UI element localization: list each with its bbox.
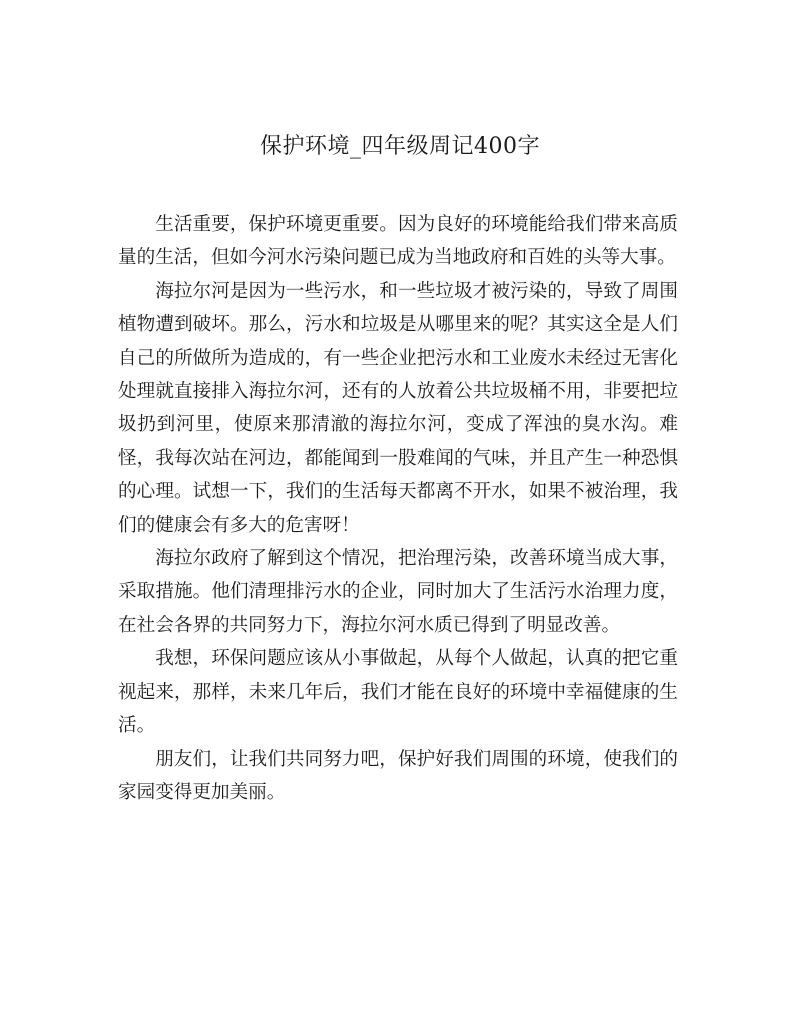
document-title: 保护环境_四年级周记400字	[260, 134, 540, 159]
paragraph: 海拉尔政府了解到这个情况，把治理污染，改善环境当成大事，采取措施。他们清理排污水的企业，同时加大了生活污水治理力度，在社会各界的共同努力下，海拉尔河水质已得到了明显改善。	[118, 548, 678, 636]
paragraph: 我想，环保问题应该从小事做起，从每个人做起，认真的把它重视起来，那样，未来几年后，我们才能在良好的环境中幸福健康的生活。	[118, 648, 678, 737]
paragraph: 朋友们，让我们共同努力吧，保护好我们周围的环境，使我们的家园变得更加美丽。	[118, 748, 678, 803]
paragraph: 海拉尔河是因为一些污水，和一些垃圾才被污染的，导致了周围植物遭到破坏。那么，污水和垃圾是从哪里来的呢？其实这全是人们自己的所做所为造成的，有一些企业把污水和工业废水未经过无害化处理就直接排入海拉尔河，还有的人放着公共垃圾桶不用，非要把垃圾扔到河里，使原来那清澈的海拉尔河，变成了浑浊的臭水沟。难怪，我每次站在河边，都能闻到一股难闻的气味，并且产生一种恐惧的心理。试想一下，我们的生活每天都离不开水，如果不被治理，我们的健康会有多大的危害呀！	[118, 280, 678, 536]
paragraph: 生活重要，保护环境更重要。因为良好的环境能给我们带来高质量的生活，但如今河水污染问题已成为当地政府和百姓的头等大事。	[118, 214, 678, 269]
document-body	[118, 208, 678, 809]
